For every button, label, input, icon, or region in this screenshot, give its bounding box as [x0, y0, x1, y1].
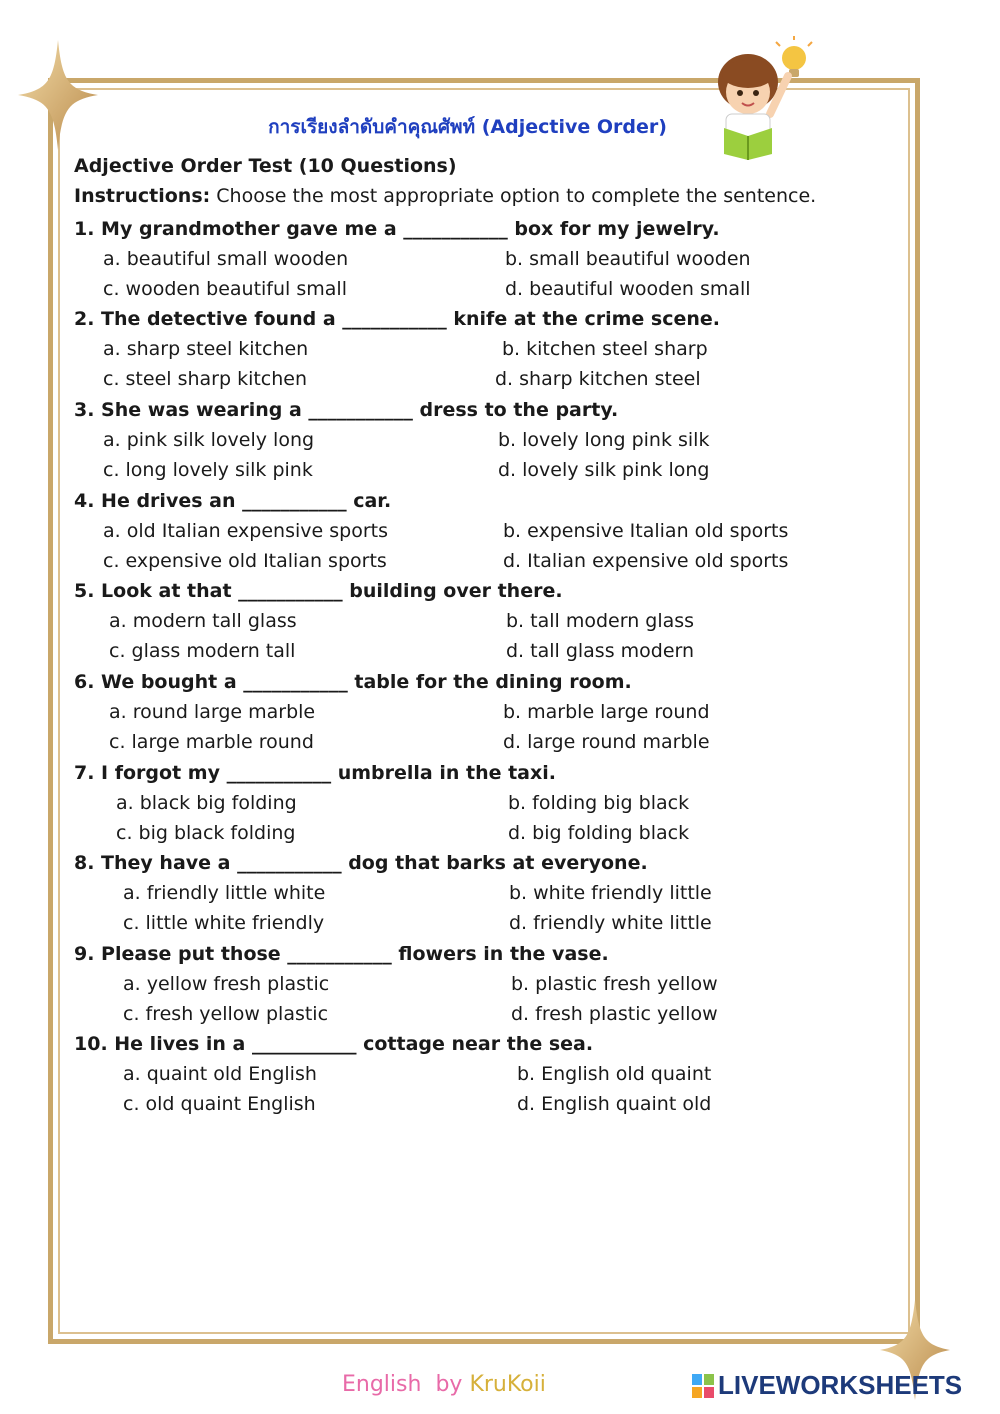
- question-8: [0, 848, 1000, 939]
- option-c[interactable]: c. little white friendly: [123, 912, 325, 934]
- instructions-label: Instructions:: [74, 185, 211, 207]
- question-stem: 5. Look at that ___________ building over there.: [74, 580, 563, 602]
- option-b[interactable]: b. tall modern glass: [506, 610, 695, 632]
- option-b[interactable]: b. lovely long pink silk: [498, 429, 710, 451]
- question-stem: 4. He drives an ___________ car.: [74, 490, 392, 512]
- question-3: [0, 395, 1000, 486]
- option-b[interactable]: b. kitchen steel sharp: [502, 338, 708, 360]
- option-a[interactable]: a. friendly little white: [123, 882, 326, 904]
- option-a[interactable]: a. old Italian expensive sports: [103, 520, 388, 542]
- instructions: [74, 185, 816, 207]
- test-heading: Adjective Order Test (10 Questions): [74, 155, 457, 177]
- option-d[interactable]: d. fresh plastic yellow: [511, 1003, 718, 1025]
- question-7: [0, 758, 1000, 848]
- question-stem: 7. I forgot my ___________ umbrella in the taxi.: [74, 762, 556, 784]
- question-stem: 8. They have a ___________ dog that barks at everyone.: [74, 852, 648, 874]
- option-a[interactable]: a. beautiful small wooden: [103, 248, 349, 270]
- option-d[interactable]: d. friendly white little: [509, 912, 712, 934]
- option-c[interactable]: c. large marble round: [109, 731, 314, 753]
- option-d[interactable]: d. English quaint old: [517, 1093, 712, 1115]
- question-2: [0, 304, 1000, 395]
- option-a[interactable]: a. sharp steel kitchen: [103, 338, 309, 360]
- question-6: [0, 667, 1000, 758]
- option-d[interactable]: d. large round marble: [503, 731, 710, 753]
- option-b[interactable]: b. plastic fresh yellow: [511, 973, 718, 995]
- footer-author: KruKoii: [469, 1372, 546, 1397]
- option-c[interactable]: c. old quaint English: [123, 1093, 316, 1115]
- option-a[interactable]: a. quaint old English: [123, 1063, 317, 1085]
- option-d[interactable]: d. Italian expensive old sports: [503, 550, 789, 572]
- liveworksheets-logo-icon: [692, 1374, 714, 1398]
- question-stem: 9. Please put those ___________ flowers in the vase.: [74, 943, 609, 965]
- footer-by: by: [435, 1372, 463, 1397]
- question-list: [0, 214, 1000, 1120]
- option-d[interactable]: d. lovely silk pink long: [498, 459, 710, 481]
- option-c[interactable]: c. expensive old Italian sports: [103, 550, 387, 572]
- option-c[interactable]: c. steel sharp kitchen: [103, 368, 308, 390]
- option-b[interactable]: b. English old quaint: [517, 1063, 712, 1085]
- question-9: [0, 939, 1000, 1029]
- footer-credit: [342, 1372, 546, 1397]
- question-5: [0, 576, 1000, 667]
- option-d[interactable]: d. tall glass modern: [506, 640, 695, 662]
- option-d[interactable]: d. sharp kitchen steel: [495, 368, 701, 390]
- reading-boy-icon: [712, 36, 824, 162]
- option-b[interactable]: b. white friendly little: [509, 882, 712, 904]
- option-b[interactable]: b. expensive Italian old sports: [503, 520, 789, 542]
- question-1: [0, 214, 1000, 304]
- question-stem: 10. He lives in a ___________ cottage near the sea.: [74, 1033, 594, 1055]
- option-a[interactable]: a. pink silk lovely long: [103, 429, 315, 451]
- brand-text: LIVEWORKSHEETS: [718, 1370, 963, 1400]
- option-d[interactable]: d. beautiful wooden small: [505, 278, 751, 300]
- instructions-text: Choose the most appropriate option to complete the sentence.: [210, 185, 817, 207]
- liveworksheets-brand[interactable]: [692, 1370, 962, 1401]
- option-c[interactable]: c. glass modern tall: [109, 640, 296, 662]
- option-a[interactable]: a. black big folding: [116, 792, 297, 814]
- footer-english: English: [342, 1372, 422, 1397]
- option-c[interactable]: c. big black folding: [116, 822, 296, 844]
- option-a[interactable]: a. yellow fresh plastic: [123, 973, 330, 995]
- option-b[interactable]: b. marble large round: [503, 701, 710, 723]
- option-b[interactable]: b. small beautiful wooden: [505, 248, 751, 270]
- question-10: [0, 1029, 1000, 1120]
- option-c[interactable]: c. fresh yellow plastic: [123, 1003, 329, 1025]
- question-stem: 6. We bought a ___________ table for the dining room.: [74, 671, 632, 693]
- page-title: การเรียงลำดับคำคุณศัพท์ (Adjective Order): [268, 116, 667, 138]
- option-c[interactable]: c. wooden beautiful small: [103, 278, 347, 300]
- option-c[interactable]: c. long lovely silk pink: [103, 459, 313, 481]
- question-4: [0, 486, 1000, 576]
- option-b[interactable]: b. folding big black: [508, 792, 690, 814]
- question-stem: 3. She was wearing a ___________ dress to the party.: [74, 399, 619, 421]
- option-d[interactable]: d. big folding black: [508, 822, 690, 844]
- question-stem: 1. My grandmother gave me a ___________ box for my jewelry.: [74, 218, 720, 240]
- option-a[interactable]: a. round large marble: [109, 701, 316, 723]
- question-stem: 2. The detective found a ___________ knife at the crime scene.: [74, 308, 720, 330]
- option-a[interactable]: a. modern tall glass: [109, 610, 297, 632]
